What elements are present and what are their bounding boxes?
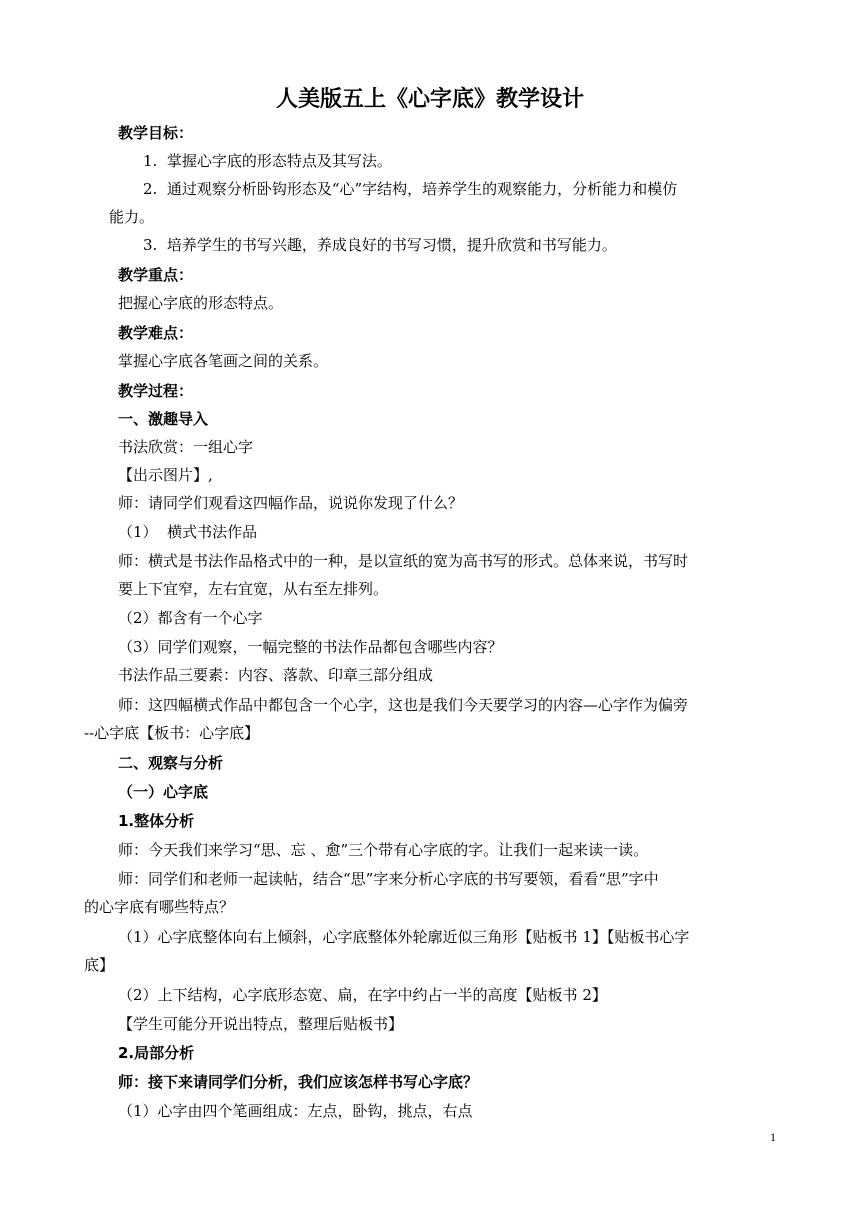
paragraph: 【出示图片】, [118, 466, 213, 484]
paragraph: （1）心字底整体向右上倾斜，心字底整体外轮廓近似三角形【贴板书 1】【贴板书心字 [118, 928, 690, 946]
paragraph: （3）同学们观察，一幅完整的书法作品都包含哪些内容？ [118, 638, 503, 656]
key-point-text: 把握心字底的形态特点。 [118, 294, 284, 312]
paragraph: （1）心字由四个笔画组成：左点，卧钩，挑点，右点 [118, 1102, 473, 1120]
paragraph: --心字底【板书：心字底】 [84, 724, 260, 742]
paragraph: 底】 [84, 956, 115, 974]
document-title: 人美版五上《心字底》教学设计 [275, 87, 584, 112]
objective-2: 2. 通过观察分析卧钩形态及“心”字结构，培养学生的观察能力，分析能力和模仿 [143, 180, 678, 198]
paragraph: 师：横式是书法作品格式中的一种，是以宣纸的宽为高书写的形式。总体来说，书写时 [118, 552, 689, 570]
paragraph: 师：请同学们观看这四幅作品，说说你发现了什么？ [118, 494, 464, 512]
paragraph: 师：今天我们来学习“思、忘 、愈”三个带有心字底的字。让我们一起来读一读。 [118, 841, 649, 859]
subsection-heading: （一）心字底 [118, 783, 209, 801]
objective-1: 1. 掌握心字底的形态特点及其写法。 [143, 152, 392, 170]
paragraph-bold: 师：接下来请同学们分析，我们应该怎样书写心字底？ [118, 1073, 479, 1091]
paragraph: （2）上下结构，心字底形态宽、扁，在字中约占一半的高度【贴板书 2】 [118, 986, 607, 1004]
heading-key-point: 教学重点： [118, 266, 194, 284]
objective-3: 3. 培养学生的书写兴趣，养成良好的书写习惯，提升欣赏和书写能力。 [143, 236, 617, 254]
page-number: 1 [770, 1130, 776, 1144]
paragraph: 要上下宜窄，左右宜宽，从右至左排列。 [118, 580, 389, 598]
heading-objectives: 教学目标： [118, 124, 194, 142]
difficulty-text: 掌握心字底各笔画之间的关系。 [118, 352, 329, 370]
paragraph: 师：这四幅横式作品中都包含一个心字，这也是我们今天要学习的内容—心字作为偏旁 [118, 696, 689, 714]
paragraph: 的心字底有哪些特点？ [84, 898, 235, 916]
heading-process: 教学过程： [118, 382, 194, 400]
subsection-heading: 2.局部分析 [118, 1044, 195, 1062]
paragraph: 书法欣赏：一组心字 [118, 438, 254, 456]
paragraph: （2）都含有一个心字 [118, 609, 263, 627]
section-2-heading: 二、观察与分析 [118, 754, 224, 772]
paragraph: 【学生可能分开说出特点，整理后贴板书】 [118, 1015, 404, 1033]
heading-difficulty: 教学难点： [118, 324, 194, 342]
section-1-heading: 一、激趣导入 [118, 410, 209, 428]
subsection-heading: 1.整体分析 [118, 812, 195, 830]
paragraph: 师：同学们和老师一起读帖，结合“思”字来分析心字底的书写要领，看看“思”字中 [118, 870, 659, 888]
objective-2-cont: 能力。 [109, 208, 155, 226]
paragraph: （1） 横式书法作品 [118, 523, 258, 541]
paragraph: 书法作品三要素：内容、落款、印章三部分组成 [118, 666, 434, 684]
